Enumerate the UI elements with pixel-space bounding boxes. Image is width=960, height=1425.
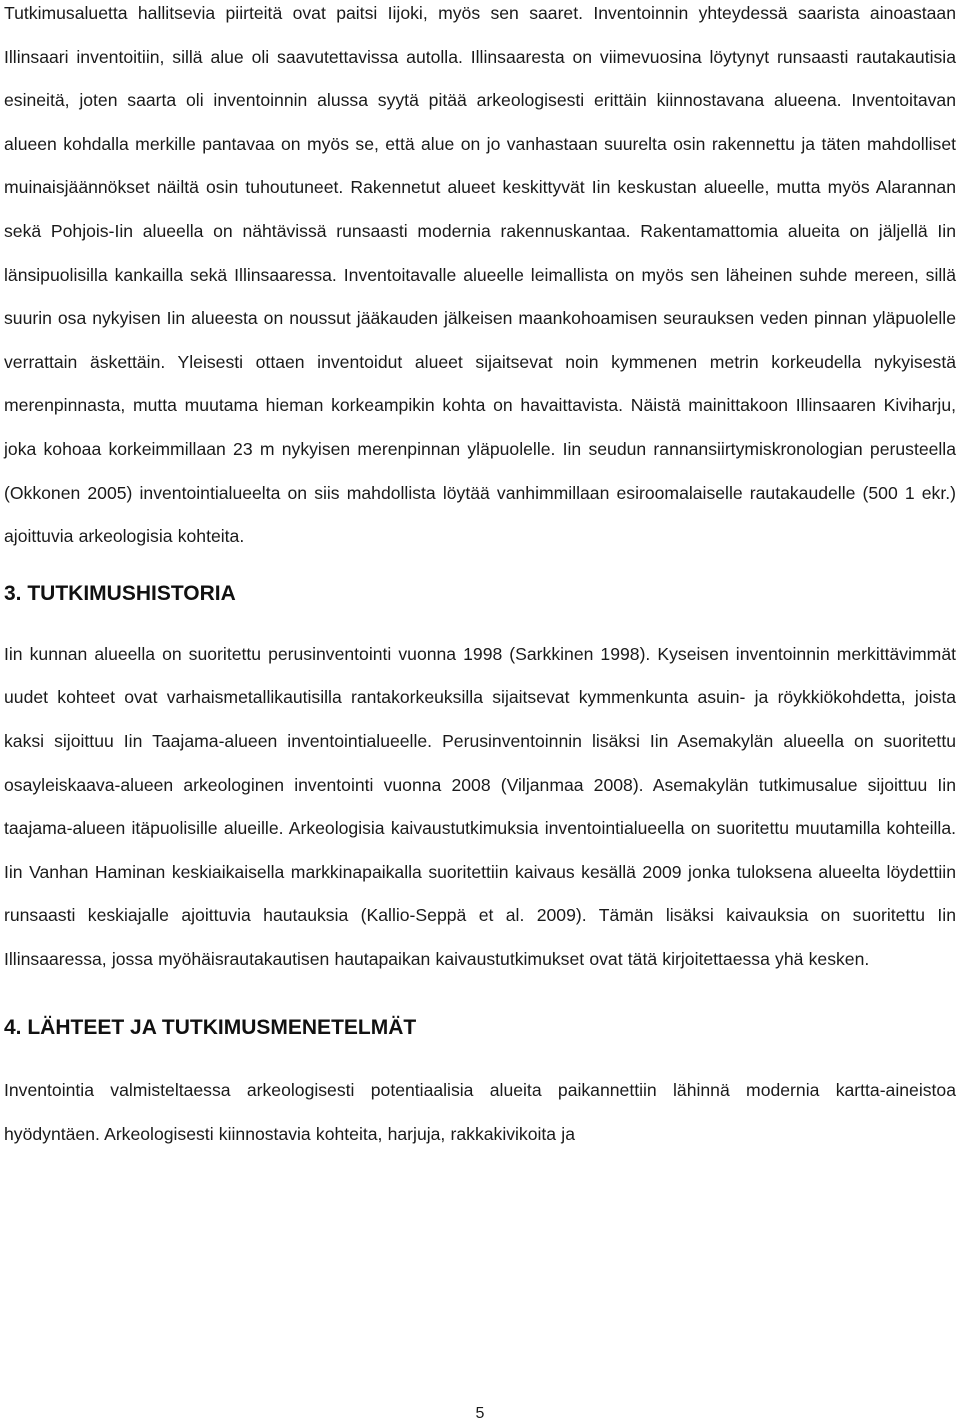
body-paragraph-study-area: Tutkimusaluetta hallitsevia piirteitä ovat paitsi Iijoki, myös sen saaret. Inventoinnin yhteydessä saarista ainoastaan Illinsaari inventoitiin, sillä alue oli saavutettavissa autolla. Illinsaaresta on viimevuosina löytynyt runsaasti rautakautisia esineitä, joten saarta oli inventoinnin alussa syytä pitää arkeologisesti erittäin kiinnostavana alueena. Inventoitavan alueen kohdalla merkille pantavaa on myös se, että alue on jo vanhastaan suurelta osin rakennettu ja täten mahdolliset muinaisjäännökset näiltä osin tuhoutuneet. Rakennetut alueet keskittyvät Iin keskustan alueelle, mutta myös Alarannan sekä Pohjois-Iin alueella on nähtävissä runsaasti modernia rakennuskantaa. Rakentamattomia alueita on jäljellä Iin länsipuolisilla kankailla sekä Illinsaaressa. Inventoitavalle alueelle leimallista on myös sen läheinen suhde mereen, sillä suurin osa nykyisen Iin alueesta on noussut jääkauden jälkeisen maankohoamisen seurauksen veden pinnan yläpuolelle verrattain äskettäin. Yleisesti ottaen inventoidut alueet sijaitsevat noin kymmenen metrin korkeudella nykyisestä merenpinnasta, mutta muutama hieman korkeampikin kohta on havaittavista. Näistä mainittakoon Illinsaaren Kiviharju, joka kohoaa korkeimmillaan 23 m nykyisen merenpinnan yläpuolelle. Iin seudun rannansiirtymiskronologian perusteella (Okkonen 2005) inventointialueelta on siis mahdollista löytää vanhimmillaan esiroomalaiselle rautakaudelle (500 1 ekr.) ajoittuvia arkeologisia kohteita. (4, 3, 956, 547)
section-heading-sources-methods: 4. LÄHTEET JA TUTKIMUSMENETELMÄT (4, 1016, 417, 1040)
document-page (4, 0, 956, 1157)
body-paragraph-sources-methods: Inventointia valmisteltaessa arkeologisesti potentiaalisia alueita paikannettiin lähinnä modernia kartta-aineistoa hyödyntäen. Arkeologisesti kiinnostavia kohteita, harjuja, rakkakivikoita ja (4, 1080, 956, 1145)
page-number: 5 (475, 1405, 485, 1422)
body-paragraph-research-history: Iin kunnan alueella on suoritettu perusinventointi vuonna 1998 (Sarkkinen 1998). Kyseisen inventoinnin merkittävimmät uudet kohteet ovat varhaismetallikautisilla rantakorkeuksilla sijaitsevat kymmenkunta asuin- ja röykkiökohdetta, joista kaksi sijoittuu Iin Taajama-alueen inventointialueelle. Perusinventoinnin lisäksi Iin Asemakylän alueella on suoritettu osayleiskaava-alueen arkeologinen inventointi vuonna 2008 (Viljanmaa 2008). Asemakylän tutkimusalue sijoittuu Iin taajama-alueen itäpuolisille alueille. Arkeologisia kaivaustutkimuksia inventointialueella on suoritettu muutamilla kohteilla. Iin Vanhan Haminan keskiaikaisella markkinapaikalla suoritettiin kaivaus kesällä 2009 jonka tuloksena alueelta löydettiin runsaasti keskiajalle ajoittuvia hautauksia (Kallio-Seppä et al. 2009). Tämän lisäksi kaivauksia on suoritettu Iin Illinsaaressa, jossa myöhäisrautakautisen hautapaikan kaivaustutkimukset ovat tätä kirjoitettaessa yhä kesken. (4, 643, 956, 969)
section-heading-research-history: 3. TUTKIMUSHISTORIA (4, 581, 236, 605)
